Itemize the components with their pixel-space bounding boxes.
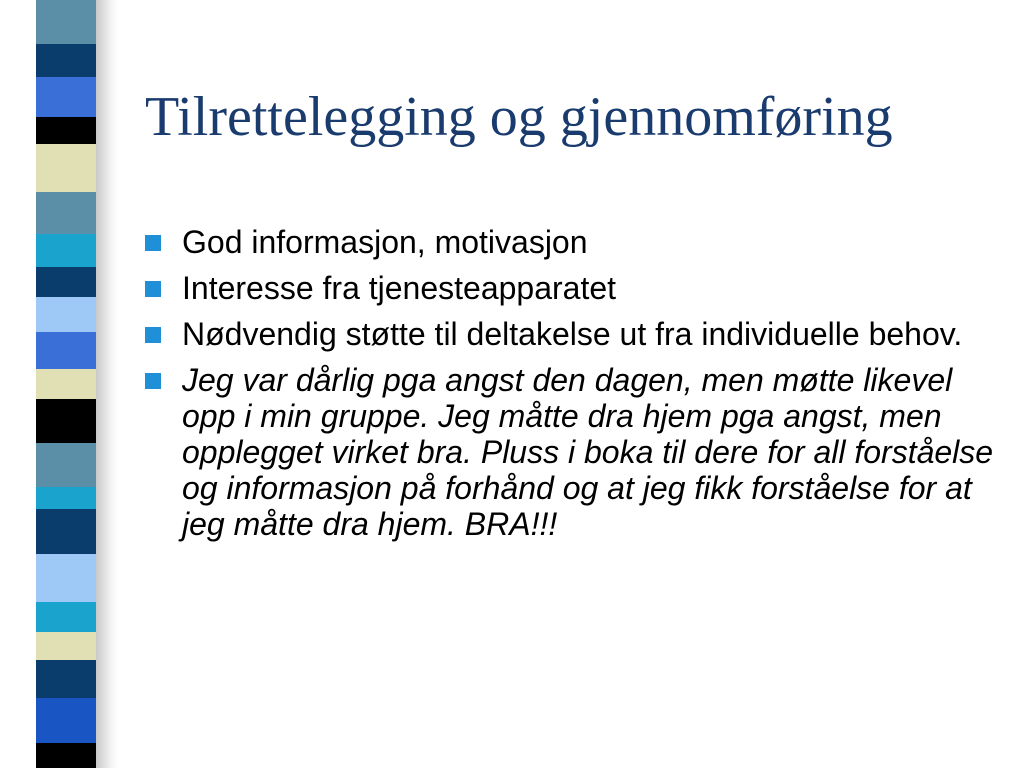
stripe-band <box>36 554 96 602</box>
stripe-band <box>36 0 96 18</box>
stripe-band <box>36 44 96 77</box>
stripe-band <box>36 117 96 144</box>
decorative-stripe <box>0 0 118 768</box>
square-bullet-icon <box>145 235 161 251</box>
square-bullet-icon <box>145 373 161 389</box>
stripe-band <box>36 399 96 443</box>
bullet-item-quote <box>145 362 1005 542</box>
stripe-band <box>36 509 96 554</box>
stripe-band <box>36 369 96 399</box>
bullet-list <box>145 224 1005 552</box>
bullet-item <box>145 270 1005 306</box>
stripe-band <box>36 234 96 267</box>
stripe-band <box>36 698 96 743</box>
slide-title: Tilrettelegging og gjennomføring <box>145 86 893 148</box>
stripe-band <box>36 297 96 332</box>
stripe-band <box>36 267 96 297</box>
stripe-band <box>36 77 96 117</box>
bullet-item <box>145 224 1005 260</box>
stripe-band <box>36 144 96 192</box>
stripe-shadow <box>96 0 118 768</box>
bullet-text: God informasjon, motivasjon <box>182 224 588 260</box>
stripe-bands <box>0 0 96 768</box>
square-bullet-icon <box>145 281 161 297</box>
stripe-band <box>36 602 96 632</box>
stripe-band <box>36 632 96 660</box>
stripe-band <box>36 18 96 44</box>
stripe-band <box>36 443 96 487</box>
bullet-text: Nødvendig støtte til deltakelse ut fra individuelle behov. <box>182 316 963 352</box>
bullet-text: Interesse fra tjenesteapparatet <box>182 270 617 306</box>
square-bullet-icon <box>145 327 161 343</box>
stripe-band <box>36 660 96 698</box>
stripe-band <box>36 332 96 369</box>
stripe-band <box>36 487 96 509</box>
bullet-item <box>145 316 1005 352</box>
stripe-band <box>36 743 96 768</box>
bullet-text: Jeg var dårlig pga angst den dagen, men møtte likevel opp i min gruppe. Jeg måtte dra hjem pga angst, men opplegget virket bra. Pluss i boka til dere for all forståelse og informasjon på forhånd og at jeg fikk forståelse for at jeg måtte dra hjem. BRA!!! <box>182 362 994 542</box>
stripe-band <box>36 192 96 234</box>
